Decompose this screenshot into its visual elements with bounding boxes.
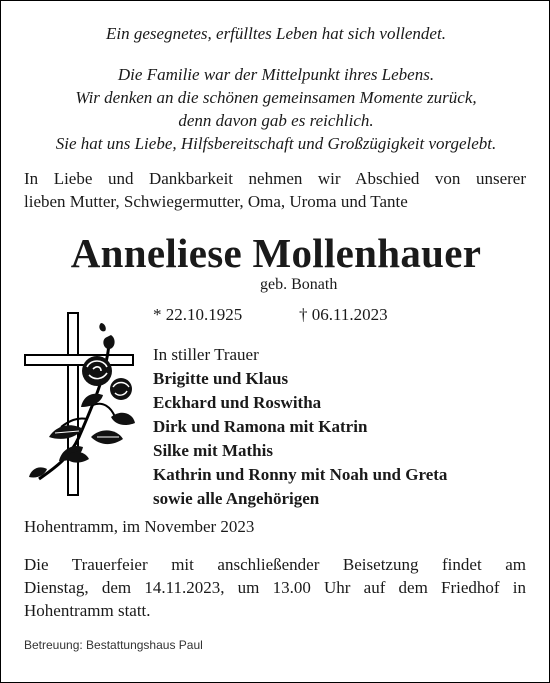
intro-line: In Liebe und Dankbarkeit nehmen wir Abschied von unserer [24, 169, 526, 188]
mourner-line: Brigitte und Klaus [153, 369, 289, 388]
funeral-home-credit: Betreuung: Bestattungshaus Paul [24, 638, 203, 652]
mourner-line: Dirk und Ramona mit Katrin [153, 417, 368, 436]
verse-line: Die Familie war der Mittelpunkt ihres Lebens. [117, 65, 435, 84]
mourner-line: sowie alle Angehörigen [153, 489, 320, 508]
service-line: Hohentramm statt. [24, 601, 151, 620]
mourner-line: Eckhard und Roswitha [153, 393, 322, 412]
funeral-service-notice [24, 553, 526, 622]
verse-body [1, 63, 550, 155]
verse-opening [1, 22, 550, 45]
verse-line: denn davon gab es reichlich. [178, 111, 374, 130]
verse-line: Wir denken an die schönen gemeinsamen Momente zurück, [75, 88, 477, 107]
farewell-intro [24, 167, 526, 213]
verse-line: Ein gesegnetes, erfülltes Leben hat sich vollendet. [106, 24, 446, 43]
service-line: Die Trauerfeier mit anschließender Beisetzung findet am [24, 555, 526, 574]
birth-date: * 22.10.1925 [153, 305, 243, 324]
service-line: Dienstag, dem 14.11.2023, um 13.00 Uhr auf dem Friedhof in [24, 578, 526, 597]
intro-line: lieben Mutter, Schwiegermutter, Oma, Uroma und Tante [24, 192, 408, 211]
death-date: † 06.11.2023 [299, 305, 388, 324]
verse-line: Sie hat uns Liebe, Hilfsbereitschaft und Großzügigkeit vorgelebt. [55, 134, 497, 153]
mourning-heading: In stiller Trauer [153, 345, 259, 364]
deceased-name: Anneliese Mollenhauer [70, 230, 482, 276]
mourner-line: Silke mit Mathis [153, 441, 273, 460]
mourner-line: Kathrin und Ronny mit Noah und Greta [153, 465, 448, 484]
maiden-name: geb. Bonath [260, 276, 338, 293]
cross-with-rose-icon [21, 309, 139, 497]
mourners-block [153, 343, 447, 511]
place-date: Hohentramm, im November 2023 [24, 517, 255, 536]
